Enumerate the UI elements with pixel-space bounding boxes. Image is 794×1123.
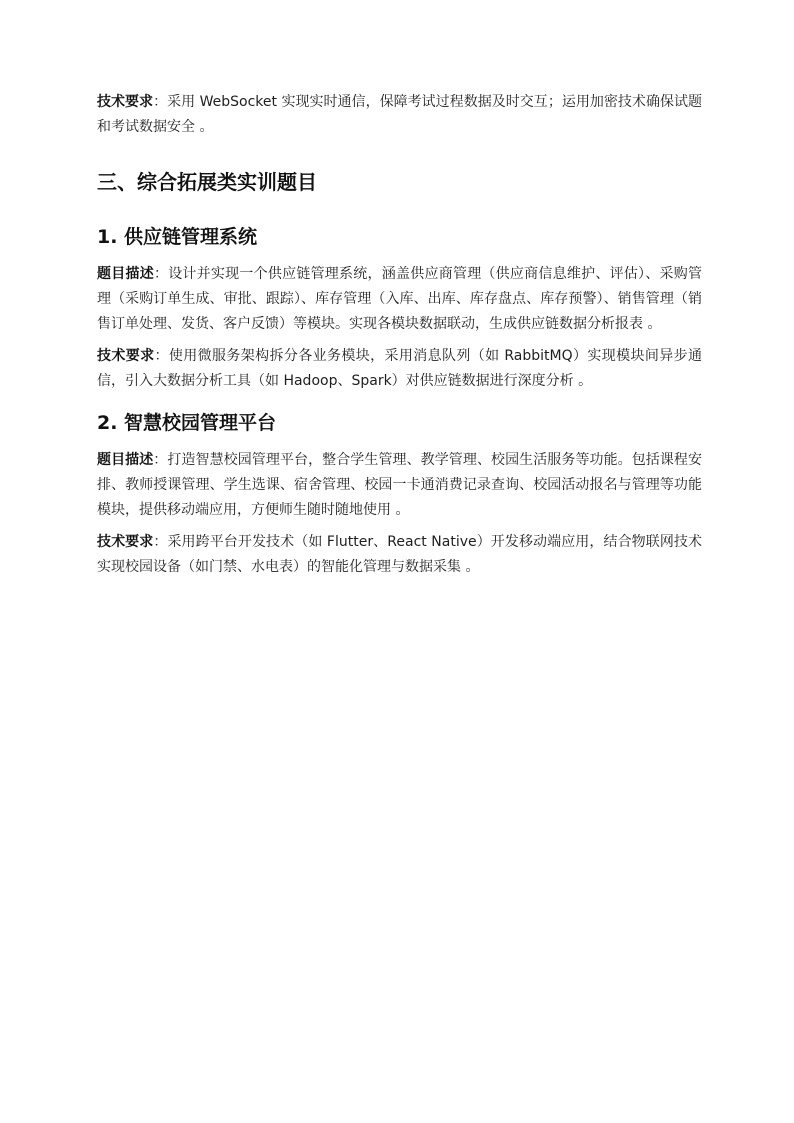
- item1-tech-paragraph: [97, 344, 702, 394]
- tech-label: 技术要求: [97, 94, 154, 110]
- tech-text: ：使用微服务架构拆分各业务模块，采用消息队列（如 RabbitMQ）实现模块间异步通信，引入大数据分析工具（如 Hadoop、Spark）对供应链数据进行深度分析 。: [97, 348, 703, 389]
- desc-label: 题目描述: [97, 452, 154, 468]
- tech-text: ：采用跨平台开发技术（如 Flutter、React Native）开发移动端应用，结合物联网技术实现校园设备（如门禁、水电表）的智能化管理与数据采集 。: [97, 534, 703, 575]
- section-heading: 三、综合拓展类实训题目: [97, 170, 317, 194]
- tech-label: 技术要求: [97, 534, 154, 550]
- document-page: [97, 90, 702, 580]
- desc-text: ：打造智慧校园管理平台，整合学生管理、教学管理、校园生活服务等功能。包括课程安排、教师授课管理、学生选课、宿舍管理、校园一卡通消费记录查询、校园活动报名与管理等功能模块，提供移动端应用，方便师生随时随地使用 。: [97, 452, 703, 518]
- tech-text: ：采用 WebSocket 实现实时通信，保障考试过程数据及时交互；运用加密技术确保试题和考试数据安全 。: [97, 94, 703, 135]
- item2-tech-paragraph: [97, 530, 702, 580]
- item1-desc-paragraph: [97, 262, 702, 337]
- desc-text: ：设计并实现一个供应链管理系统，涵盖供应商管理（供应商信息维护、评估）、采购管理（采购订单生成、审批、跟踪）、库存管理（入库、出库、库存盘点、库存预警）、销售管理（销售订单处理、发货、客户反馈）等模块。实现各模块数据联动，生成供应链数据分析报表 。: [97, 266, 702, 332]
- item2-desc-paragraph: [97, 448, 702, 523]
- item-heading-smart-campus: 2. 智慧校园管理平台: [97, 412, 277, 434]
- tech-label: 技术要求: [97, 348, 155, 364]
- intro-tech-paragraph: [97, 90, 702, 140]
- item-heading-supply-chain: 1. 供应链管理系统: [97, 226, 258, 248]
- desc-label: 题目描述: [97, 266, 154, 282]
